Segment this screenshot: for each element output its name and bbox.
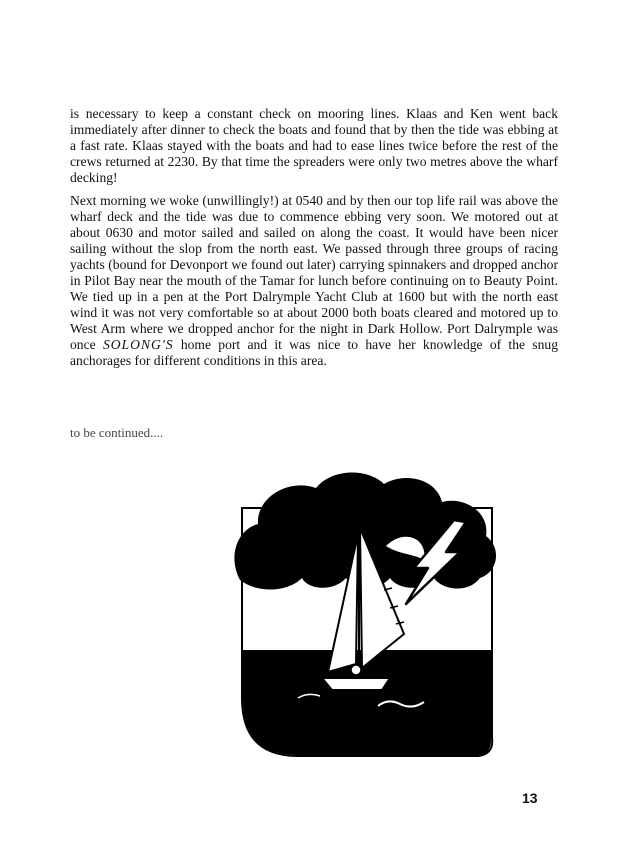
vessel-name: SOLONG'S xyxy=(102,337,174,352)
to-be-continued: to be continued.... xyxy=(70,425,164,440)
crew-figure xyxy=(351,665,361,675)
hull xyxy=(322,678,390,690)
article-body xyxy=(70,106,558,376)
sailboat-storm-illustration xyxy=(228,468,500,764)
paragraph-next-morning-end: home port and it was nice to have her knowledge of the snug anchorages for different conditions in this area. xyxy=(70,337,558,368)
paragraph-mooring: is necessary to keep a constant check on mooring lines. Klaas and Ken went back immediately after dinner to check the boats and found that by then the tide was ebbing at a fast rate. Klaas stayed with the boats and had to ease lines twice before the rest of the crews returned at 2230. By that time the spreaders were only two metres above the wharf decking! xyxy=(70,106,558,185)
paragraph-next-morning xyxy=(70,193,558,369)
page-number: 13 xyxy=(522,790,538,806)
paragraph-next-morning-text: Next morning we woke (unwillingly!) at 0540 and by then our top life rail was above the wharf deck and the tide was due to commence ebbing very soon. We motored out at about 0630 and motor sailed and sailed on along the coast. It would have been nicer sailing without the slop from the north east. We passed through three groups of racing yachts (bound for Devonport we found out later) carrying spinnakers and dropped anchor in Pilot Bay near the mouth of the Tamar for lunch before continuing on to Beauty Point. We tied up in a pen at the Port Dalrymple Yacht Club at 1600 but with the north east wind it was not very comfortable so at about 2000 both boats cleared and motored up to West Arm where we dropped anchor for the night in Dark Hollow. Port Dalrymple was once xyxy=(70,193,558,352)
sea xyxy=(243,650,491,755)
